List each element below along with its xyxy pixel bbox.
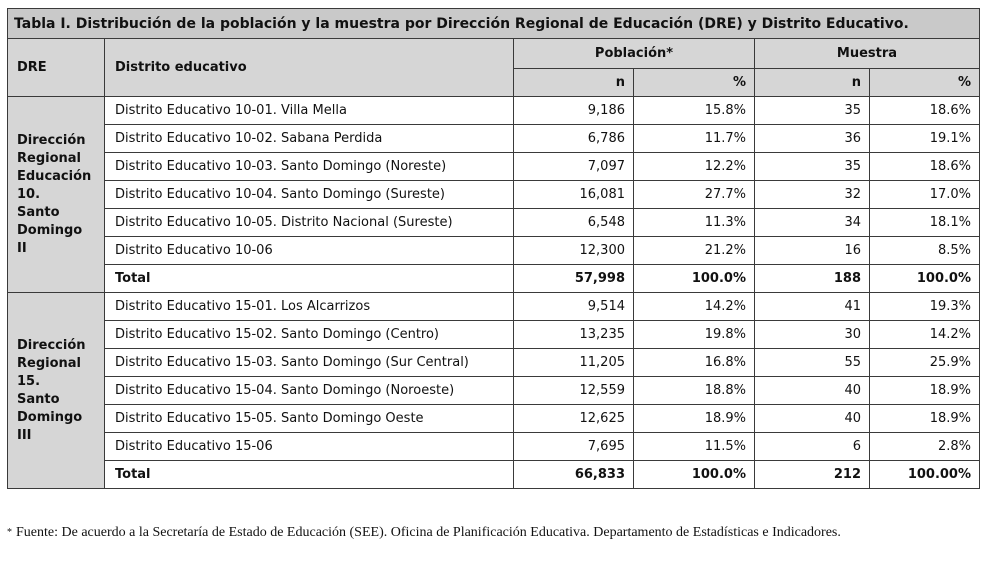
population-pct-cell: 11.3% <box>634 209 755 237</box>
total-population-n: 57,998 <box>514 265 634 293</box>
table-row <box>8 349 980 377</box>
header-sample-pct: % <box>870 69 980 97</box>
population-pct-cell: 18.8% <box>634 377 755 405</box>
sample-n-cell: 35 <box>755 153 870 181</box>
district-cell: Distrito Educativo 10-03. Santo Domingo (Noreste) <box>105 153 514 181</box>
population-pct-cell: 14.2% <box>634 293 755 321</box>
table-row <box>8 433 980 461</box>
population-n-cell: 12,300 <box>514 237 634 265</box>
population-pct-cell: 15.8% <box>634 97 755 125</box>
population-n-cell: 7,097 <box>514 153 634 181</box>
sample-pct-cell: 18.6% <box>870 153 980 181</box>
table-row <box>8 293 980 321</box>
population-pct-cell: 27.7% <box>634 181 755 209</box>
header-dre: DRE <box>8 39 105 97</box>
footnote-text: Fuente: De acuerdo a la Secretaría de Estado de Educación (SEE). Oficina de Planificación Educativa. Departamento de Estadísticas e Indicadores. <box>16 525 841 540</box>
table-row <box>8 209 980 237</box>
district-cell: Distrito Educativo 10-05. Distrito Nacional (Sureste) <box>105 209 514 237</box>
sample-pct-cell: 18.6% <box>870 97 980 125</box>
total-row <box>8 461 980 489</box>
sample-n-cell: 55 <box>755 349 870 377</box>
table-row <box>8 97 980 125</box>
population-n-cell: 9,514 <box>514 293 634 321</box>
population-n-cell: 13,235 <box>514 321 634 349</box>
population-pct-cell: 21.2% <box>634 237 755 265</box>
sample-pct-cell: 25.9% <box>870 349 980 377</box>
population-n-cell: 11,205 <box>514 349 634 377</box>
population-pct-cell: 11.7% <box>634 125 755 153</box>
header-population: Población* <box>514 39 755 69</box>
sample-pct-cell: 18.9% <box>870 405 980 433</box>
population-table-container <box>7 8 979 489</box>
population-sample-table <box>7 8 980 489</box>
total-sample-n: 188 <box>755 265 870 293</box>
footnote <box>7 524 979 542</box>
header-population-pct: % <box>634 69 755 97</box>
sample-pct-cell: 18.9% <box>870 377 980 405</box>
sample-pct-cell: 2.8% <box>870 433 980 461</box>
sample-n-cell: 16 <box>755 237 870 265</box>
sample-n-cell: 40 <box>755 377 870 405</box>
sample-pct-cell: 19.1% <box>870 125 980 153</box>
header-population-n: n <box>514 69 634 97</box>
population-n-cell: 12,625 <box>514 405 634 433</box>
district-cell: Distrito Educativo 15-02. Santo Domingo (Centro) <box>105 321 514 349</box>
total-population-n: 66,833 <box>514 461 634 489</box>
population-n-cell: 6,786 <box>514 125 634 153</box>
population-n-cell: 7,695 <box>514 433 634 461</box>
table-row <box>8 405 980 433</box>
total-sample-pct: 100.0% <box>870 265 980 293</box>
district-cell: Distrito Educativo 15-03. Santo Domingo (Sur Central) <box>105 349 514 377</box>
sample-pct-cell: 14.2% <box>870 321 980 349</box>
total-population-pct: 100.0% <box>634 461 755 489</box>
sample-pct-cell: 19.3% <box>870 293 980 321</box>
district-cell: Distrito Educativo 15-04. Santo Domingo (Noroeste) <box>105 377 514 405</box>
header-district: Distrito educativo <box>105 39 514 97</box>
sample-n-cell: 32 <box>755 181 870 209</box>
population-n-cell: 9,186 <box>514 97 634 125</box>
sample-pct-cell: 17.0% <box>870 181 980 209</box>
sample-n-cell: 40 <box>755 405 870 433</box>
sample-n-cell: 35 <box>755 97 870 125</box>
district-cell: Distrito Educativo 10-02. Sabana Perdida <box>105 125 514 153</box>
total-sample-n: 212 <box>755 461 870 489</box>
population-pct-cell: 16.8% <box>634 349 755 377</box>
population-n-cell: 6,548 <box>514 209 634 237</box>
population-pct-cell: 11.5% <box>634 433 755 461</box>
district-cell: Distrito Educativo 15-05. Santo Domingo Oeste <box>105 405 514 433</box>
table-row <box>8 153 980 181</box>
table-row <box>8 321 980 349</box>
sample-n-cell: 6 <box>755 433 870 461</box>
district-cell: Distrito Educativo 10-01. Villa Mella <box>105 97 514 125</box>
dre-cell: Dirección Regional 15. Santo Domingo III <box>8 293 105 489</box>
table-title: Tabla I. Distribución de la población y la muestra por Dirección Regional de Educación (DRE) y Distrito Educativo. <box>8 9 980 39</box>
sample-n-cell: 34 <box>755 209 870 237</box>
district-cell: Distrito Educativo 10-06 <box>105 237 514 265</box>
table-body <box>8 97 980 489</box>
population-pct-cell: 12.2% <box>634 153 755 181</box>
header-sample: Muestra <box>755 39 980 69</box>
sample-n-cell: 36 <box>755 125 870 153</box>
dre-cell: Dirección Regional Educación 10. Santo Domingo II <box>8 97 105 293</box>
table-row <box>8 125 980 153</box>
total-sample-pct: 100.00% <box>870 461 980 489</box>
district-cell: Distrito Educativo 15-06 <box>105 433 514 461</box>
population-n-cell: 12,559 <box>514 377 634 405</box>
total-row <box>8 265 980 293</box>
total-population-pct: 100.0% <box>634 265 755 293</box>
district-cell: Distrito Educativo 10-04. Santo Domingo (Sureste) <box>105 181 514 209</box>
sample-pct-cell: 8.5% <box>870 237 980 265</box>
table-row <box>8 377 980 405</box>
footnote-mark: * <box>7 527 12 538</box>
population-pct-cell: 19.8% <box>634 321 755 349</box>
sample-n-cell: 41 <box>755 293 870 321</box>
district-cell: Distrito Educativo 15-01. Los Alcarrizos <box>105 293 514 321</box>
header-sample-n: n <box>755 69 870 97</box>
table-row <box>8 181 980 209</box>
total-label: Total <box>105 265 514 293</box>
population-n-cell: 16,081 <box>514 181 634 209</box>
sample-n-cell: 30 <box>755 321 870 349</box>
total-label: Total <box>105 461 514 489</box>
table-row <box>8 237 980 265</box>
population-pct-cell: 18.9% <box>634 405 755 433</box>
sample-pct-cell: 18.1% <box>870 209 980 237</box>
